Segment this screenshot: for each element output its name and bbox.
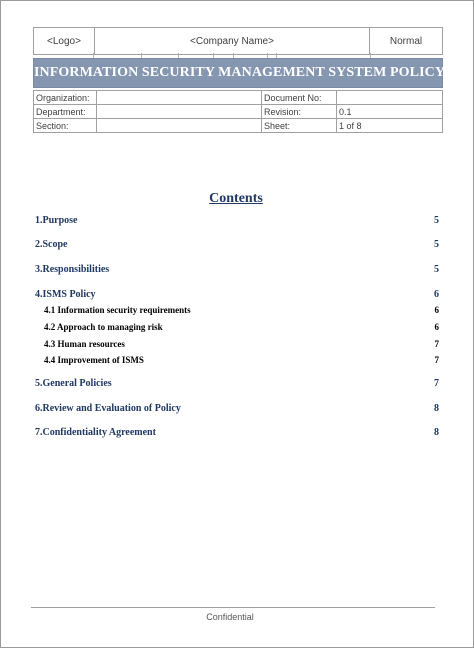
toc-subitem-human-resources[interactable] (35, 339, 439, 353)
toc-subitem-managing-risk[interactable] (35, 322, 439, 336)
toc-item-responsibilities[interactable] (35, 264, 439, 278)
toc-item-label: 1.Purpose (35, 215, 78, 226)
company-name-cell: <Company Name> (95, 28, 370, 55)
toc-item-label: 4.2 Approach to managing risk (44, 322, 163, 332)
revision-value: 0.1 (337, 105, 443, 119)
section-label: Section: (34, 119, 97, 133)
section-value (97, 119, 262, 133)
toc-item-page: 6 (434, 289, 439, 300)
toc-item-review-evaluation[interactable] (35, 403, 439, 417)
organization-label: Organization: (34, 91, 97, 105)
toc-subitem-security-requirements[interactable] (35, 305, 439, 319)
toc-item-isms-policy[interactable] (35, 289, 439, 303)
sheet-label: Sheet: (262, 119, 337, 133)
toc-item-page: 7 (434, 378, 439, 389)
toc-item-page: 8 (434, 427, 439, 438)
toc-item-label: 4.1 Information security requirements (44, 305, 191, 315)
toc-item-label: 4.3 Human resources (44, 339, 125, 349)
header-table (33, 27, 443, 55)
footer-text: Confidential (206, 612, 254, 622)
toc-item-page: 5 (434, 239, 439, 250)
toc-item-label: 4.ISMS Policy (35, 289, 96, 300)
sheet-value: 1 of 8 (337, 119, 443, 133)
toc-item-label: 5.General Policies (35, 378, 112, 389)
toc-item-page: 8 (434, 403, 439, 414)
document-no-label: Document No: (262, 91, 337, 105)
toc-item-page: 7 (434, 355, 439, 365)
logo-cell: <Logo> (34, 28, 95, 55)
document-meta-table (33, 90, 443, 133)
toc-item-purpose[interactable] (35, 215, 439, 229)
toc-item-label: 2.Scope (35, 239, 68, 250)
footer-divider (31, 607, 435, 608)
toc-item-page: 5 (434, 215, 439, 226)
toc-item-page: 6 (434, 322, 439, 332)
toc-item-page: 5 (434, 264, 439, 275)
department-label: Department: (34, 105, 97, 119)
toc-subitem-improvement-isms[interactable] (35, 355, 439, 369)
department-value (97, 105, 262, 119)
toc-item-label: 7.Confidentiality Agreement (35, 427, 156, 438)
toc-item-confidentiality-agreement[interactable] (35, 427, 439, 441)
document-title-banner: INFORMATION SECURITY MANAGEMENT SYSTEM POLICY (33, 58, 443, 88)
organization-value (97, 91, 262, 105)
toc-item-label: 4.4 Improvement of ISMS (44, 355, 144, 365)
status-cell: Normal (370, 28, 443, 55)
toc-item-scope[interactable] (35, 239, 439, 253)
toc-item-general-policies[interactable] (35, 378, 439, 392)
toc-item-page: 6 (434, 305, 439, 315)
toc-item-page: 7 (434, 339, 439, 349)
toc-item-label: 3.Responsibilities (35, 264, 110, 275)
document-no-value (337, 91, 443, 105)
toc-item-label: 6.Review and Evaluation of Policy (35, 403, 181, 414)
contents-heading: Contents (209, 191, 263, 206)
revision-label: Revision: (262, 105, 337, 119)
